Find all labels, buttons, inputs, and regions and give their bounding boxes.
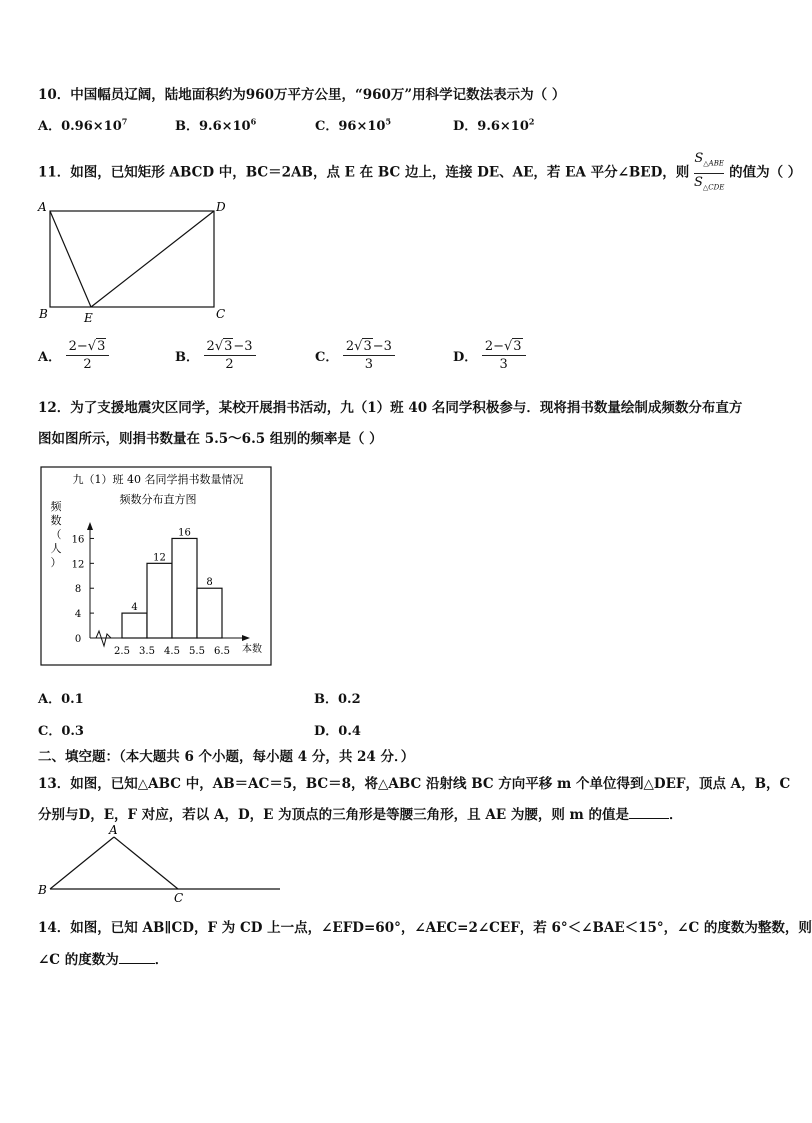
histogram-bars [122, 527, 222, 638]
y-axis-label-char: ） [50, 556, 62, 569]
q12-option-c: C．0.3 [38, 724, 84, 739]
section-heading: 二、填空题：（本大题共 6 个小题，每小题 4 分，共 24 分．） [38, 749, 415, 765]
q10-option-d: D．$9.6\times 10^2$ [453, 116, 535, 134]
q10-option-a: A．$0.96\times 10^7$ [38, 116, 128, 134]
q10-option-b: B．$9.6\times 10^6$ [175, 116, 257, 134]
histogram-bar [122, 613, 147, 638]
bar-data-label: 8 [206, 577, 213, 589]
x-axis-arrow [242, 635, 250, 641]
histogram-bar [197, 588, 222, 638]
segment-de [91, 211, 214, 307]
x-axis-label: 本数 [242, 644, 262, 655]
y-axis-label-char: 数 [50, 514, 62, 527]
label-a: A [38, 200, 47, 214]
q10-stem: 10．中国幅员辽阔，陆地面积约为960万平方公里，“960万”用科学记数法表示为（ ） [38, 87, 566, 103]
q14-stem-line2: ∠C 的度数为 ． [38, 952, 169, 968]
histogram [40, 466, 272, 666]
y-axis-label [51, 499, 63, 569]
triangle-figure [36, 822, 286, 905]
y-axis-label-char: 人 [50, 542, 62, 555]
x-tick-label: 6.5 [214, 646, 230, 657]
area-ratio: $S_{\triangle ABE}$ $S_{\triangle CDE}$ [694, 151, 725, 192]
q11-option-a: A． $\frac{2-√3}{2}$ [38, 338, 109, 373]
label-b: B [38, 883, 47, 897]
q12-option-d: D．0.4 [314, 724, 361, 739]
y-tick-label: 4 [74, 609, 82, 621]
y-tick-label: 16 [71, 534, 85, 546]
q12-option-a: A．0.1 [38, 692, 84, 707]
histogram-bar [147, 563, 172, 638]
q13-stem-line2: 分别与D，E，F 对应，若以 A，D，E 为顶点的三角形是等腰三角形，且 AE 为腰，则 m 的值是 ． [38, 807, 683, 823]
rect-abcd [50, 211, 214, 307]
q14-answer-blank[interactable] [119, 951, 155, 964]
x-tick-label: 5.5 [189, 646, 205, 657]
q11-option-b: B． $\frac{2√3-3}{2}$ [175, 338, 256, 373]
label-c: C [174, 891, 184, 905]
q10-option-c: C．$96\times 10^5$ [315, 116, 392, 134]
rectangle-figure [36, 198, 236, 324]
y-tick-label: 0 [74, 634, 82, 645]
segment-ae [50, 211, 91, 307]
q11-stem: 11．如图，已知矩形 ABCD 中，BC＝2AB，点 E 在 BC 边上，连接 DE、AE，若 EA 平分∠BED，则 $S_{\triangle ABE}$ $S_{\triangle CDE}$ 的值为（ ） [38, 150, 801, 196]
bar-data-label: 16 [178, 527, 191, 539]
x-tick-label: 3.5 [139, 646, 155, 657]
histogram-title: 九（1）班 40 名同学捐书数量情况 [72, 473, 244, 486]
y-axis-label-char: 频 [50, 500, 62, 513]
bar-data-label: 4 [131, 602, 138, 614]
q13-stem-line1: 13．如图，已知△ABC 中，AB＝AC＝5，BC＝8，将△ABC 沿射线 BC 方向平移 m 个单位得到△DEF，顶点 A，B，C [38, 776, 791, 792]
histogram-subtitle: 频数分布直方图 [119, 493, 197, 506]
label-c: C [216, 307, 226, 321]
q12-stem-line2: 图如图所示，则捐书数量在 5.5～6.5 组别的频率是（ ） [38, 431, 383, 447]
x-tick-label: 4.5 [164, 646, 180, 657]
y-tick-label: 8 [74, 584, 82, 596]
segment-ab [50, 837, 114, 889]
label-a: A [109, 823, 118, 837]
bar-data-label: 12 [153, 552, 166, 564]
y-axis-arrow [87, 522, 93, 530]
y-tick-label: 12 [71, 559, 85, 571]
q11-option-d: D． $\frac{2-√3}{3}$ [453, 338, 526, 373]
y-axis-label-char: （ [50, 528, 62, 541]
q14-stem-line1: 14．如图，已知 AB∥CD，F 为 CD 上一点，∠EFD=60°，∠AEC=2∠CEF，若 6°＜∠BAE＜15°，∠C 的度数为整数，则 [38, 920, 812, 936]
label-e: E [84, 311, 93, 325]
q13-answer-blank[interactable] [629, 806, 669, 819]
histogram-bar [172, 538, 197, 638]
q12-option-b: B．0.2 [314, 692, 361, 707]
label-b: B [39, 307, 48, 321]
x-tick-label: 2.5 [114, 646, 130, 657]
q11-option-c: C． $\frac{2√3-3}{3}$ [315, 338, 395, 373]
q12-stem-line1: 12．为了支援地震灾区同学，某校开展捐书活动，九（1）班 40 名同学积极参与．现将捐书数量绘制成频数分布直方 [38, 400, 743, 416]
label-d: D [216, 200, 226, 214]
segment-ac [114, 837, 178, 889]
